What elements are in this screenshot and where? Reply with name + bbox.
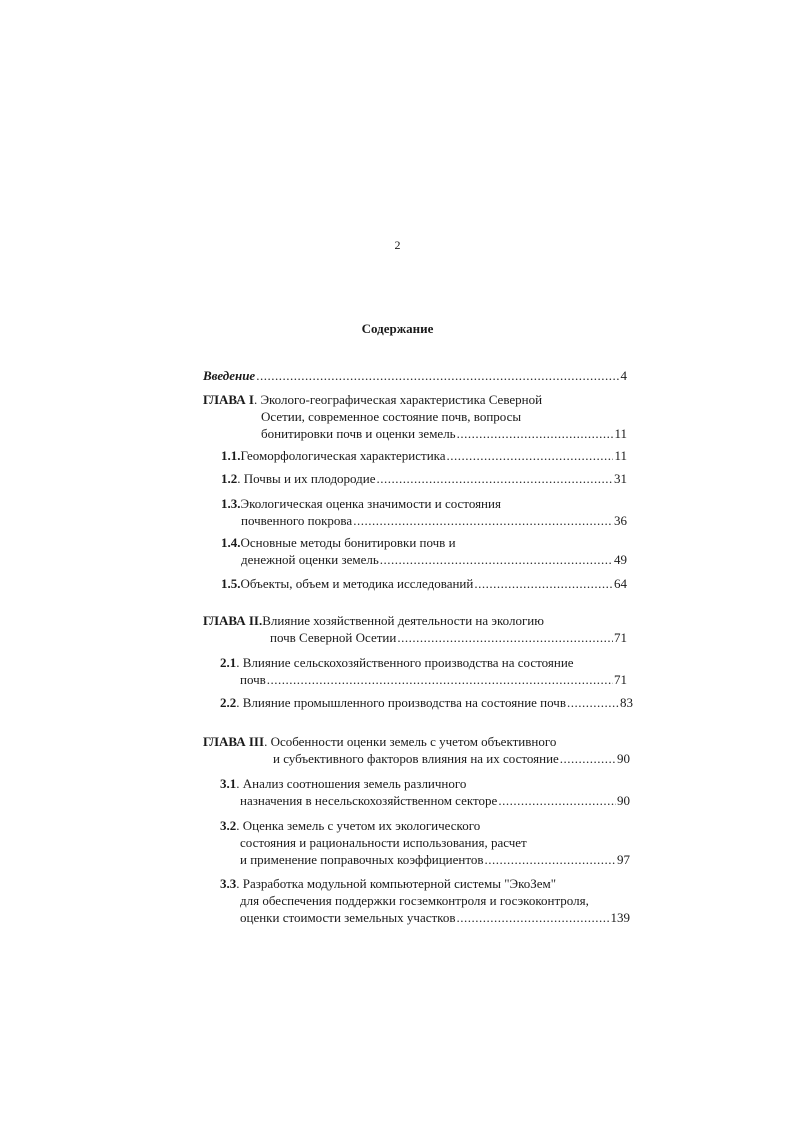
toc-entry-text: Экологическая оценка значимости и состояния [240,496,501,511]
toc-entry-text: оценки стоимости земельных участков [240,910,456,925]
toc-entry-number: 1.2 [221,471,238,486]
toc-entry-page: 139 [610,910,630,925]
toc-entry-page: 4 [620,368,627,383]
toc-entry-text: для обеспечения поддержки госземконтроля и госэкоконтроля, [240,893,589,908]
toc-entry-page: 83 [620,695,633,710]
toc-entry-intro [203,367,627,384]
toc-entry-number: 2.1 [220,655,237,670]
toc-entry-page: 31 [614,471,627,486]
toc-entry-chapter-2 [203,612,627,646]
toc-entry-text: . Влияние промышленного производства на состояние почв [236,695,566,710]
toc-entry-number: 1.4. [221,535,241,550]
toc-entry-page: 90 [617,793,630,808]
toc-entry-number: 1.5. [221,576,241,591]
toc-entry-text: . Оценка земель с учетом их экологического [236,818,481,833]
toc-entry-text: бонитировки почв и оценки земель [261,426,456,441]
toc-entry-1-4 [221,534,627,568]
toc-entry-number: 3.3 [220,876,237,891]
toc-entry-text: Объекты, объем и методика исследований [240,576,474,591]
toc-entry-text: Осетии, современное состояние почв, вопросы [261,409,522,424]
toc-entry-chapter-1 [203,391,627,442]
toc-entry-number: 1.3. [221,496,241,511]
toc-entry-text: и субъективного факторов влияния на их состояние [273,751,559,766]
toc-entry-3-3 [220,875,630,926]
toc-entry-text: назначения в несельскохозяйственном секторе [240,793,498,808]
toc-entry-text: почв [240,672,266,687]
toc-entry-page: 64 [614,576,627,591]
toc-entry-page: 11 [614,448,627,463]
toc-entry-1-5 [221,575,627,592]
toc-entry-3-2 [220,817,630,868]
toc-entry-number: 1.1. [221,448,241,463]
toc-entry-3-1 [220,775,630,809]
toc-entry-text: состояния и рациональности использования, расчет [240,835,527,850]
toc-entry-text: Влияние хозяйственной деятельности на экологию [262,613,544,628]
toc-entry-text: почвенного покрова [241,513,353,528]
toc-entry-1-2 [221,470,627,487]
toc-entry-number: 2.2 [220,695,237,710]
toc-entry-page: 36 [614,513,627,528]
toc-entry-number: 3.1 [220,776,237,791]
toc-entry-page: 11 [614,426,627,441]
toc-entry-text: . Анализ соотношения земель различного [236,776,467,791]
toc-entry-chapter-3 [203,733,630,767]
toc-entry-page: 90 [617,751,630,766]
toc-entry-text: Геоморфологическая характеристика [240,448,446,463]
toc-entry-2-2 [220,694,633,711]
toc-entry-number: ГЛАВА II. [203,613,263,628]
toc-entry-number: Введение [203,368,256,383]
toc-entry-number: ГЛАВА I [203,392,254,407]
toc-entry-text: . Влияние сельскохозяйственного производства на состояние [236,655,574,670]
toc-entry-1-1 [221,447,627,464]
toc-entry-text: почв Северной Осетии [270,630,397,645]
toc-entry-page: 71 [614,672,627,687]
toc-entry-number: 3.2 [220,818,237,833]
toc-entry-text: . Почвы и их плодородие [237,471,376,486]
toc-entry-text: . Особенности оценки земель с учетом объективного [264,734,557,749]
toc-entry-1-3 [221,495,627,529]
toc-entry-number: ГЛАВА III [203,734,265,749]
page-number: 2 [394,238,401,252]
toc-entry-page: 49 [614,552,627,567]
toc-entry-text: денежной оценки земель [241,552,379,567]
toc-entry-2-1 [220,654,627,688]
toc-entry-text: и применение поправочных коэффициентов [240,852,484,867]
toc-entry-page: 97 [617,852,630,867]
toc-entry-text: Основные методы бонитировки почв и [240,535,456,550]
toc-title: Содержание [361,321,434,336]
toc-entry-page: 71 [614,630,627,645]
toc-entry-text: . Эколого-географическая характеристика Северной [253,392,543,407]
toc-entry-text: . Разработка модульной компьютерной системы "ЭкоЗем" [236,876,557,891]
